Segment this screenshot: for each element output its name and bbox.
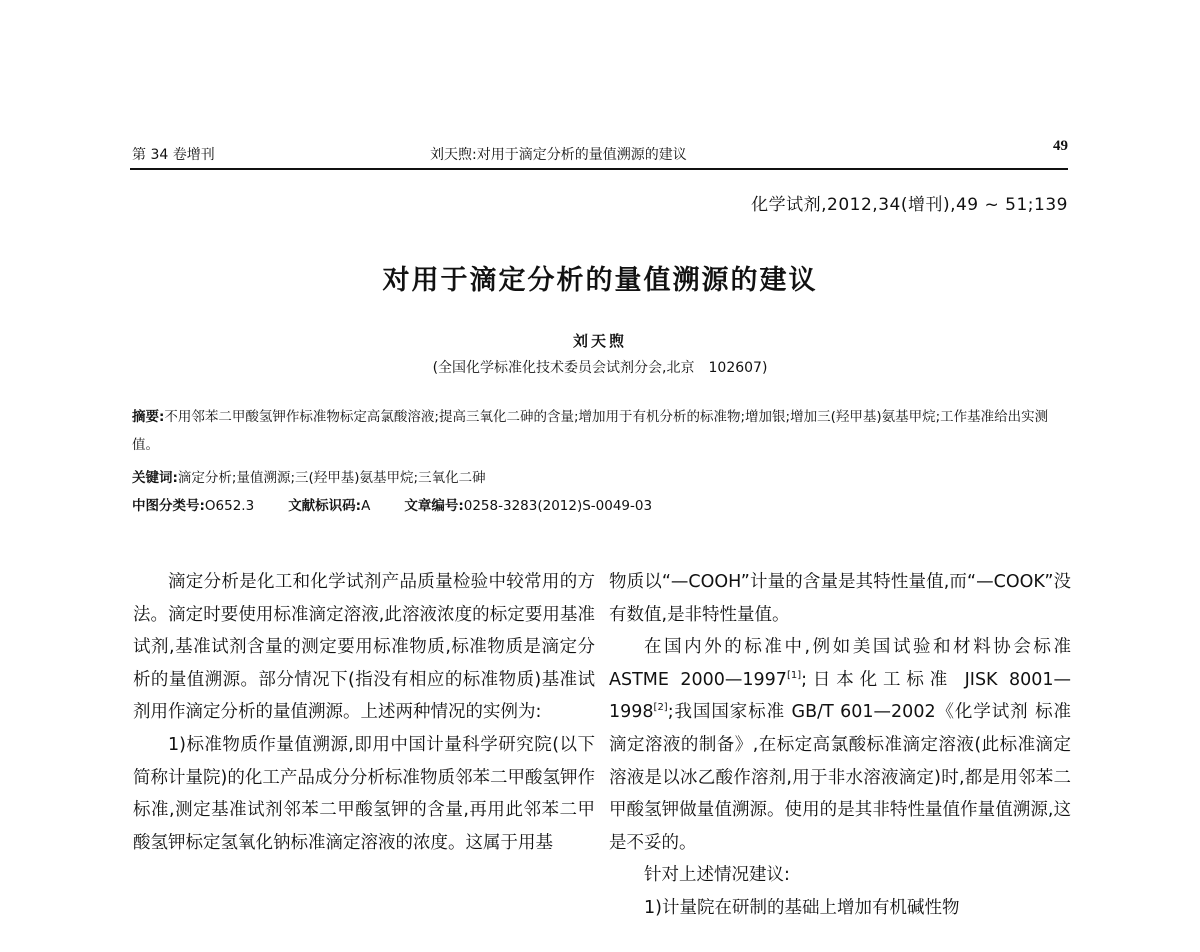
abstract [132, 403, 1072, 459]
paragraph: 滴定分析是化工和化学试剂产品质量检验中较常用的方法。滴定时要使用标准滴定溶液,此溶液浓度的标定要用基准试剂,基准试剂含量的测定要用标准物质,标准物质是滴定分析的量值溯源。部分情况下(指没有相应的标准物质)基准试剂用作滴定分析的量值溯源。上述两种情况的实例为: [133, 572, 595, 723]
abstract-label: 摘要: [132, 409, 165, 425]
keywords-text: 滴定分析;量值溯源;三(羟甲基)氨基甲烷;三氧化二砷 [177, 470, 486, 486]
paragraph: 1)计量院在研制的基础上增加有机碱性物 [644, 897, 960, 918]
body-left-column [133, 566, 595, 859]
affiliation-text: (全国化学标准化技术委员会试剂分会,北京 [432, 360, 695, 376]
body-right-column [609, 566, 1071, 925]
affiliation [0, 357, 1200, 377]
keywords-label: 关键词: [132, 470, 178, 486]
paragraph-text: ;日本化工标准 JISK 8001—1998 [609, 669, 1072, 723]
article-title: 对用于滴定分析的量值溯源的建议 [382, 265, 818, 296]
reference-marker: [1] [786, 669, 802, 681]
paragraph-text: ;我国国家标准 GB/T 601—2002《化学试剂 标准滴定溶液的制备》,在标定高氯酸标准滴定溶液(此标准滴定溶液是以冰乙酸作溶剂,用于非水溶液滴定)时,都是用邻苯二甲酸氢钾做量值溯源。使用的是其非特性量值作量值溯源,这是不妥的。 [609, 702, 1071, 853]
author-name: 刘天煦 [572, 332, 627, 350]
running-head [130, 140, 1068, 170]
page-number: 49 [1053, 138, 1068, 154]
clc-value: O652.3 [204, 498, 255, 514]
article-no-label: 文章编号: [404, 498, 464, 514]
paragraph-text: 在国内外的标准中,例如美国试验和材料协会标准 ASTME 2000—1997 [609, 637, 1071, 690]
affiliation-zip: 102607) [708, 360, 768, 376]
abstract-text: 不用邻苯二甲酸氢钾作标准物标定高氯酸溶液;提高三氧化二砷的含量;增加用于有机分析的标准物;增加银;增加三(羟甲基)氨基甲烷;工作基准给出实测值。 [132, 409, 1049, 453]
clc-label: 中图分类号: [132, 498, 205, 514]
paragraph [609, 631, 1071, 859]
reference-marker: [2] [653, 702, 668, 714]
journal-citation: 化学试剂,2012,34(增刊),49 ~ 51;139 [751, 195, 1068, 215]
doc-code-value: A [361, 498, 371, 514]
running-title: 刘天煦:对用于滴定分析的量值溯源的建议 [430, 147, 687, 163]
article-no-value: 0258-3283(2012)S-0049-03 [463, 498, 653, 514]
classification-line [132, 492, 1072, 520]
volume-label: 第 34 卷增刊 [132, 147, 215, 163]
keywords [132, 464, 1072, 492]
doc-code-label: 文献标识码: [288, 498, 362, 514]
paragraph: 1)标准物质作量值溯源,即用中国计量科学研究院(以下简称计量院)的化工产品成分分析标准物质邻苯二甲酸氢钾作标准,测定基准试剂邻苯二甲酸氢钾的含量,再用此邻苯二甲酸氢钾标定氢氧化钠标准滴定溶液的浓度。这属于用基 [133, 734, 595, 853]
paragraph: 物质以“—COOH”计量的含量是其特性量值,而“—COOK”没有数值,是非特性量值。 [609, 572, 1071, 625]
paragraph: 针对上述情况建议: [644, 865, 790, 886]
